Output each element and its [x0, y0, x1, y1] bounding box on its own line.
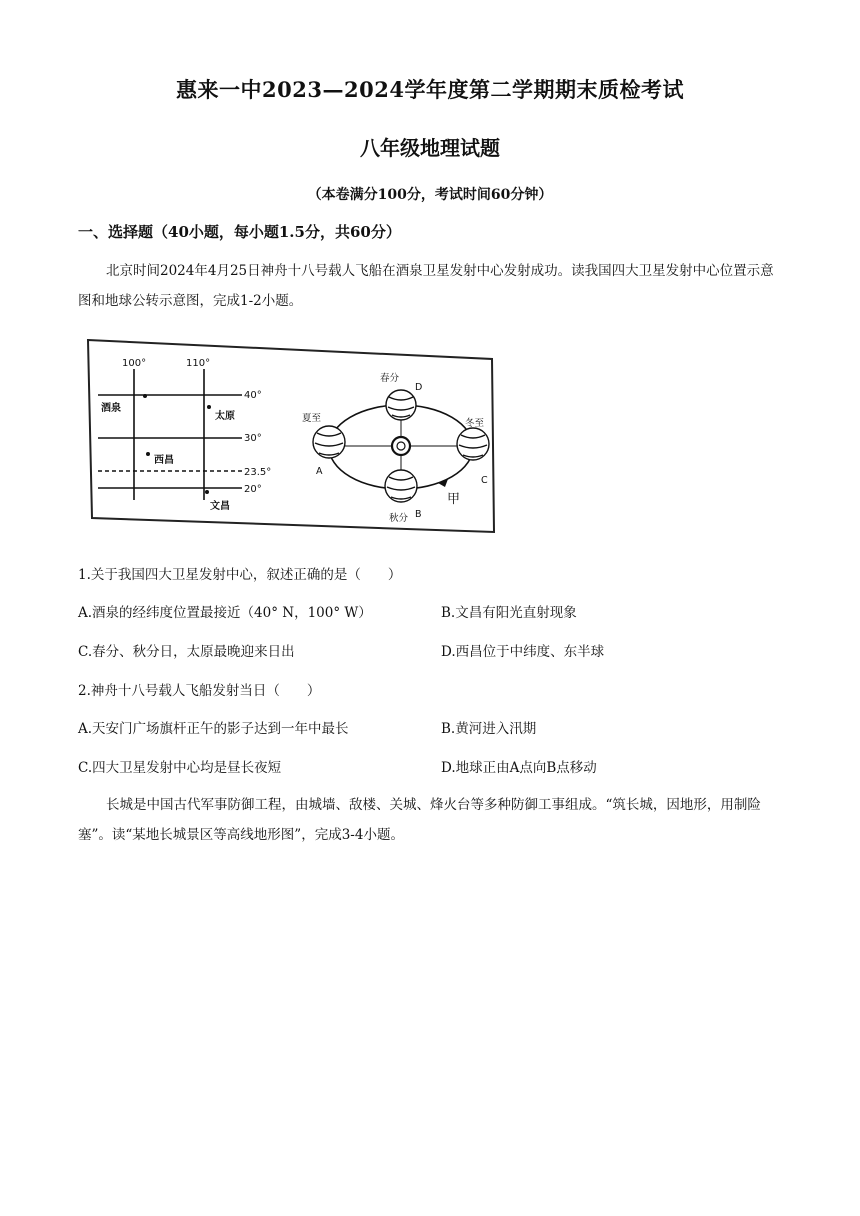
place-label: 文昌 [210, 501, 230, 512]
exam-subtitle: 八年级地理试题 [360, 136, 500, 160]
question-2-stem: 2.神舟十八号载人飞船发射当日（ ） [78, 683, 321, 699]
lat-label: 30° [244, 433, 262, 444]
question-1-option-a: A.酒泉的经纬度位置最接近（40° N，100° W） [78, 605, 372, 621]
place-label: 西昌 [154, 455, 174, 466]
place-dot [205, 490, 209, 494]
lat-label: 20° [244, 484, 262, 495]
region-label: 甲 [447, 492, 461, 507]
point-label: D [415, 382, 423, 393]
passage-2: 长城是中国古代军事防御工程，由城墙、敌楼、关城、烽火台等多种防御工事组成。“筑长城，因地形，用制险塞”。读“某地长城景区等高线地形图”，完成3-4小题。 [78, 797, 761, 843]
point-label: A [316, 466, 323, 477]
exam-title: 惠来一中2023—2024学年度第二学期期末质检考试 [176, 77, 684, 102]
earth-icon [385, 470, 417, 502]
lat-label: 23.5° [244, 467, 272, 478]
place-label: 酒泉 [101, 403, 121, 414]
season-label: 秋分 [389, 513, 409, 524]
question-1-option-b: B.文昌有阳光直射现象 [441, 605, 577, 621]
question-1-option-c: C.春分、秋分日，太原最晚迎来日出 [78, 644, 295, 660]
season-label: 冬至 [465, 418, 485, 429]
question-2-option-b: B.黄河进入汛期 [441, 721, 537, 737]
season-label: 春分 [380, 373, 400, 384]
section-heading: 一、选择题（40小题，每小题1.5分，共60分） [78, 223, 401, 241]
earth-icon [386, 390, 416, 420]
place-dot [207, 405, 211, 409]
point-label: B [415, 509, 422, 520]
earth-icon [313, 426, 345, 458]
place-label: 太原 [215, 411, 235, 422]
lat-label: 40° [244, 390, 262, 401]
question-1-stem: 1.关于我国四大卫星发射中心，叙述正确的是（ ） [78, 567, 402, 583]
place-dot [143, 394, 147, 398]
passage-1: 北京时间2024年4月25日神舟十八号载人飞船在酒泉卫星发射中心发射成功。读我国四大卫星发射中心位置示意图和地球公转示意图，完成1-2小题。 [78, 263, 774, 309]
earth-icon [457, 428, 489, 460]
question-2-option-d: D.地球正由A点向B点移动 [441, 760, 597, 776]
question-2-option-c: C.四大卫星发射中心均是昼长夜短 [78, 760, 282, 776]
figure-map-and-orbit [84, 335, 500, 535]
place-dot [146, 452, 150, 456]
point-label: C [481, 475, 488, 486]
question-2-option-a: A.天安门广场旗杆正午的影子达到一年中最长 [78, 721, 349, 737]
season-label: 夏至 [302, 413, 322, 424]
exam-note: （本卷满分100分，考试时间60分钟） [307, 187, 553, 203]
figure-frame [88, 340, 494, 532]
lon-label: 100° [122, 358, 147, 369]
lon-label: 110° [186, 358, 211, 369]
question-1-option-d: D.西昌位于中纬度、东半球 [441, 644, 605, 660]
